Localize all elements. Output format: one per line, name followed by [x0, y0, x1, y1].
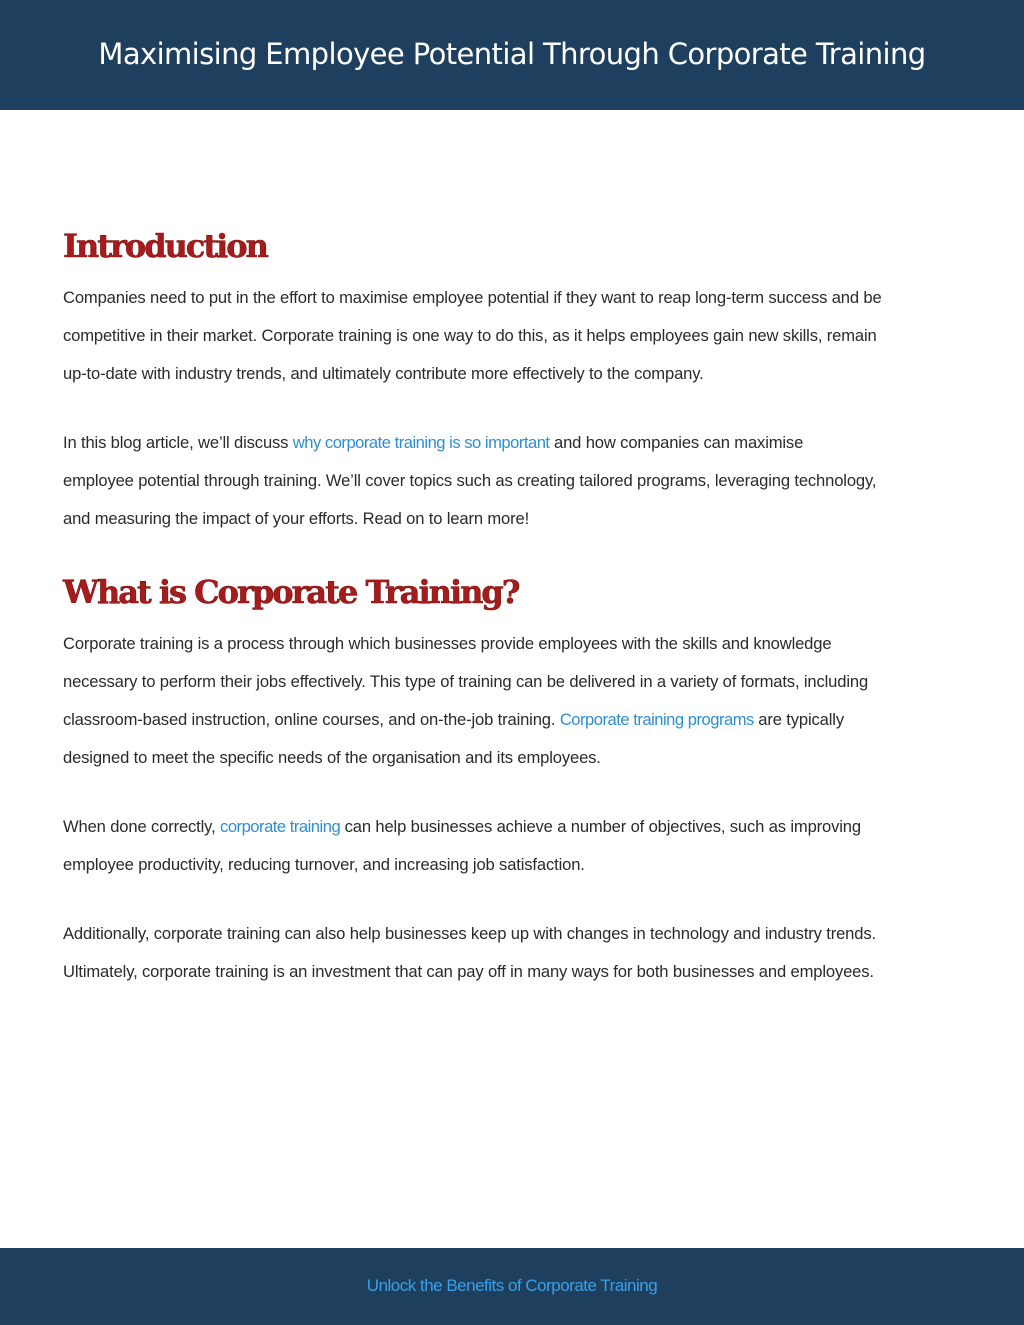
text-run: classroom-based instruction, online courses, and on-the-job training.	[63, 710, 560, 729]
what-is-paragraph-1	[63, 625, 963, 777]
what-is-paragraph-3	[63, 915, 963, 991]
page-footer	[0, 1248, 1024, 1325]
intro-paragraph-1	[63, 279, 963, 393]
section-heading-what-is: What is Corporate Training?	[63, 573, 519, 611]
benefits-footer-link[interactable]: Unlock the Benefits of Corporate Training	[366, 1276, 658, 1295]
text-line	[63, 424, 963, 462]
intro-paragraph-2	[63, 424, 963, 538]
text-line: Additionally, corporate training can also help businesses keep up with changes in technology and industry trends.	[63, 924, 876, 943]
text-line: employee potential through training. We’ll cover topics such as creating tailored programs, leveraging technology,	[63, 471, 877, 490]
page-title: Maximising Employee Potential Through Corporate Training	[98, 37, 926, 71]
section-introduction	[63, 222, 963, 538]
text-line: Companies need to put in the effort to maximise employee potential if they want to reap long-term success and be	[63, 288, 882, 307]
why-training-important-link[interactable]: why corporate training is so important	[292, 433, 550, 452]
page-header	[0, 0, 1024, 110]
corporate-training-programs-link[interactable]: Corporate training programs	[559, 710, 754, 729]
text-line: Corporate training is a process through which businesses provide employees with the skills and knowledge	[63, 634, 832, 653]
text-line: employee productivity, reducing turnover, and increasing job satisfaction.	[63, 855, 585, 874]
text-line: competitive in their market. Corporate training is one way to do this, as it helps employees gain new skills, remain	[63, 326, 877, 345]
text-line: necessary to perform their jobs effectively. This type of training can be delivered in a variety of formats, including	[63, 672, 869, 691]
text-line: and measuring the impact of your efforts. Read on to learn more!	[63, 509, 530, 528]
text-line	[63, 808, 963, 846]
article-body	[63, 222, 963, 991]
text-run: and how companies can maximise	[549, 433, 804, 452]
corporate-training-link[interactable]: corporate training	[220, 817, 341, 836]
section-heading-introduction: Introduction	[63, 227, 267, 265]
text-line: up-to-date with industry trends, and ultimately contribute more effectively to the company.	[63, 364, 704, 383]
text-line	[63, 701, 963, 739]
what-is-paragraph-2	[63, 808, 963, 884]
text-run: In this blog article, we’ll discuss	[63, 433, 293, 452]
text-line: Ultimately, corporate training is an investment that can pay off in many ways for both businesses and employees.	[63, 962, 874, 981]
text-run: can help businesses achieve a number of objectives, such as improving	[340, 817, 861, 836]
text-run: When done correctly,	[63, 817, 221, 836]
text-line: designed to meet the specific needs of the organisation and its employees.	[63, 748, 601, 767]
section-what-is-corporate-training	[63, 568, 963, 991]
text-run: are typically	[753, 710, 844, 729]
